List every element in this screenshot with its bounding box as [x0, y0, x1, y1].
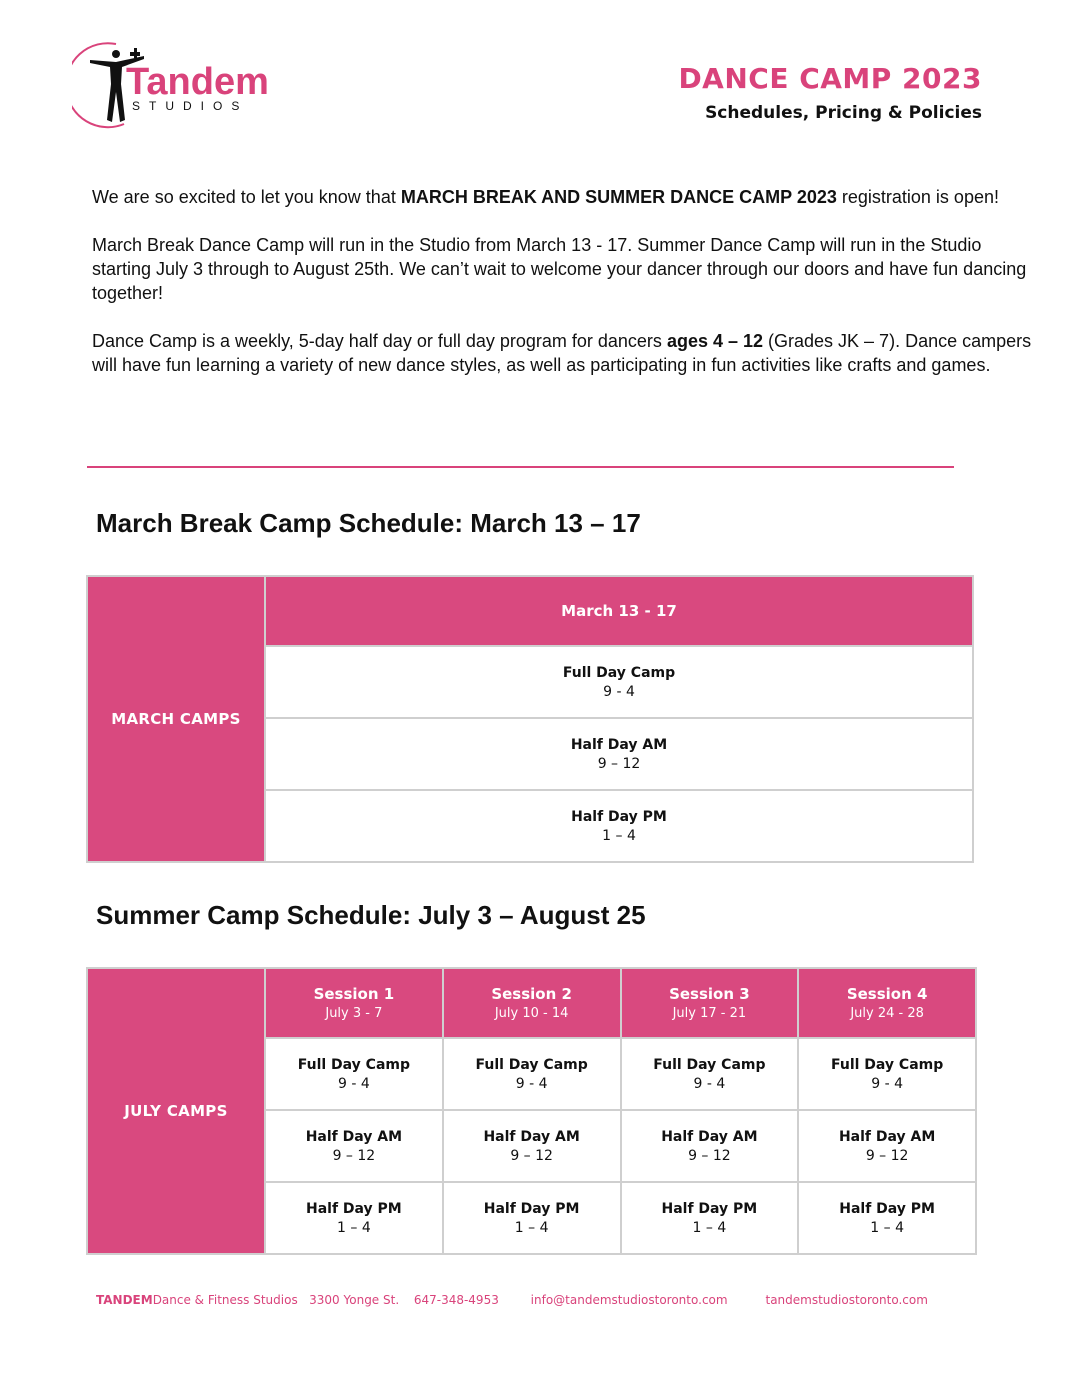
logo-sub: STUDIOS — [132, 99, 249, 113]
intro-paragraph-1: We are so excited to let you know that MARCH BREAK AND SUMMER DANCE CAMP 2023 registration is open! — [92, 187, 999, 207]
section-divider — [87, 466, 954, 468]
table-cell: Full Day Camp 9 - 4 — [621, 1038, 799, 1110]
summer-schedule-table — [86, 967, 977, 1255]
dancer-logo-icon — [72, 40, 292, 130]
intro-paragraph-3: Dance Camp is a weekly, 5-day half day or full day program for dancers ages 4 – 12 (Grades JK – 7). Dance campers will have fun learning a variety of new dance styles, as well as participating in fun activities like crafts and games. — [92, 331, 1032, 375]
footer-email[interactable]: info@tandemstudiostoronto.com — [530, 1293, 728, 1307]
july-camps-label: JULY CAMPS — [87, 968, 265, 1254]
document-title: DANCE CAMP 2023 — [678, 62, 982, 95]
march-schedule-heading: March Break Camp Schedule: March 13 – 17 — [96, 508, 641, 538]
table-cell: Half Day PM 1 – 4 — [621, 1182, 799, 1254]
intro-text — [92, 185, 1032, 401]
document-header — [678, 62, 982, 123]
march-column-header: March 13 - 17 — [265, 576, 973, 646]
page-footer — [96, 1293, 928, 1307]
footer-studio: TANDEMDance & Fitness Studios 3300 Yonge St. — [96, 1293, 400, 1307]
table-cell: Half Day PM 1 – 4 — [265, 790, 973, 862]
table-cell: Half Day PM 1 – 4 — [443, 1182, 621, 1254]
table-cell: Half Day AM 9 – 12 — [443, 1110, 621, 1182]
table-cell: Half Day AM 9 – 12 — [798, 1110, 976, 1182]
march-schedule-table — [86, 575, 974, 863]
footer-phone: 647-348-4953 — [413, 1293, 499, 1307]
table-cell: Full Day Camp 9 - 4 — [265, 1038, 443, 1110]
session-header: Session 3 July 17 - 21 — [621, 968, 799, 1038]
march-camps-label: MARCH CAMPS — [87, 576, 265, 862]
table-cell: Half Day PM 1 – 4 — [798, 1182, 976, 1254]
session-header: Session 4 July 24 - 28 — [798, 968, 976, 1038]
summer-schedule-heading: Summer Camp Schedule: July 3 – August 25 — [96, 900, 646, 930]
logo-brand: Tandem — [126, 61, 269, 103]
intro-paragraph-2: March Break Dance Camp will run in the Studio from March 13 - 17. Summer Dance Camp will run in the Studio starting July 3 through to August 25th. We can’t wait to welcome your dancer through our doors and have fun dancing together! — [92, 235, 1027, 303]
table-cell: Full Day Camp 9 - 4 — [443, 1038, 621, 1110]
tandem-logo — [72, 40, 292, 130]
table-cell: Full Day Camp 9 - 4 — [265, 646, 973, 718]
table-cell: Half Day AM 9 – 12 — [265, 1110, 443, 1182]
table-cell: Half Day AM 9 – 12 — [265, 718, 973, 790]
table-cell: Half Day AM 9 – 12 — [621, 1110, 799, 1182]
footer-website[interactable]: tandemstudiostoronto.com — [765, 1293, 928, 1307]
table-cell: Half Day PM 1 – 4 — [265, 1182, 443, 1254]
document-subtitle: Schedules, Pricing & Policies — [705, 103, 982, 123]
session-header: Session 1 July 3 - 7 — [265, 968, 443, 1038]
session-header: Session 2 July 10 - 14 — [443, 968, 621, 1038]
table-cell: Full Day Camp 9 - 4 — [798, 1038, 976, 1110]
